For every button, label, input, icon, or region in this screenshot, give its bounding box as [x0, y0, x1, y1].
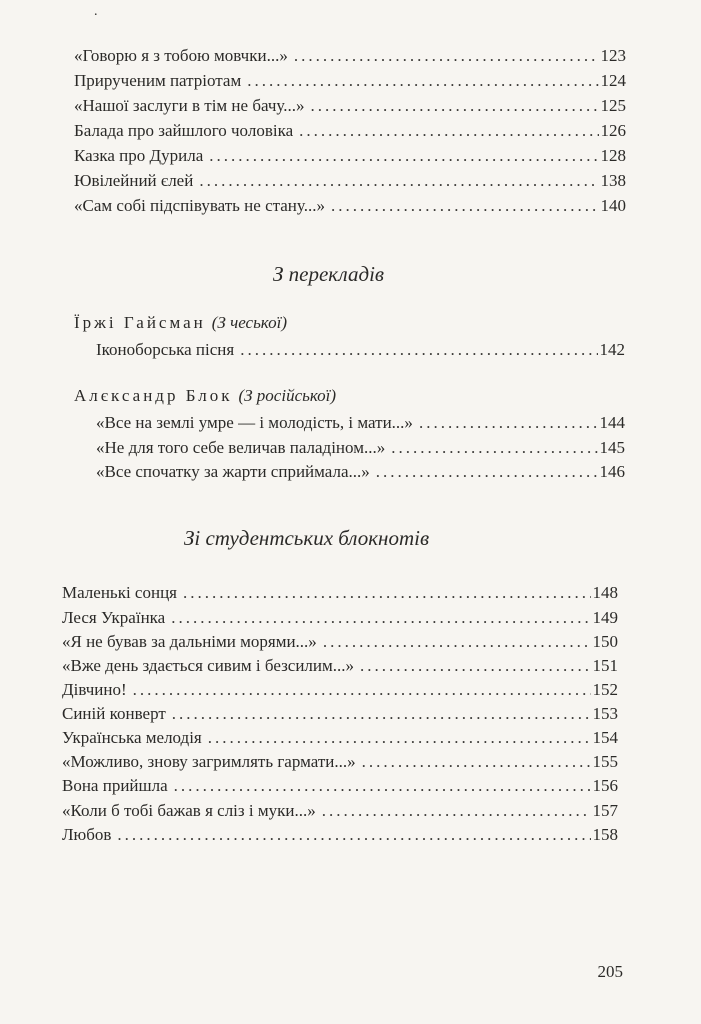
author-heading [74, 384, 336, 408]
leader-dots [133, 678, 591, 702]
leader-dots [240, 338, 597, 362]
leader-dots [419, 411, 598, 435]
entry-title: Синій конверт [62, 704, 166, 723]
leader-dots [360, 654, 590, 678]
leader-dots [183, 581, 591, 605]
entry-page: 125 [600, 96, 626, 115]
leader-dots [362, 750, 591, 774]
author-language: (З російської) [238, 386, 337, 405]
leader-dots [391, 436, 597, 460]
entry-title: «Сам собі підспівувать не стану...» [74, 196, 325, 215]
section-heading-translations: З перекладів [273, 262, 385, 286]
page-number: 205 [597, 962, 623, 981]
toc-entry [62, 581, 618, 605]
entry-title: Леся Українка [62, 608, 166, 627]
entry-title: Маленькі сонця [62, 583, 177, 602]
toc-entry [62, 654, 618, 678]
entry-page: 157 [592, 801, 618, 820]
toc-entry [96, 411, 625, 435]
entry-title: «Нашої заслуги в тім не бачу...» [74, 96, 305, 115]
entry-title: Балада про зайшлого чоловіка [74, 121, 294, 140]
toc-entry [62, 678, 618, 702]
entry-title: «Вже день здається сивим і безсилим...» [62, 656, 355, 675]
entry-title: «Я не бував за дальніми морями...» [62, 632, 317, 651]
leader-dots [208, 726, 591, 750]
entry-page: 150 [592, 632, 618, 651]
entry-page: 142 [599, 340, 625, 359]
leader-dots [294, 44, 599, 68]
entry-page: 154 [592, 728, 618, 747]
entry-title: Іконоборська пісня [96, 340, 235, 359]
entry-page: 138 [600, 171, 626, 190]
toc-entry [74, 94, 626, 118]
toc-entry [62, 774, 618, 798]
leader-dots [310, 94, 598, 118]
entry-page: 155 [592, 752, 618, 771]
entry-page: 124 [600, 71, 626, 90]
leader-dots [299, 119, 598, 143]
entry-title: Дівчино! [62, 680, 127, 699]
toc-entry [96, 338, 625, 362]
toc-entry [96, 460, 625, 484]
entry-page: 156 [592, 776, 618, 795]
entry-page: 128 [600, 146, 626, 165]
toc-entry [62, 799, 618, 823]
entry-title: Прирученим патріотам [74, 71, 242, 90]
section-heading-student-notebooks: Зі студентських блокнотів [184, 526, 430, 550]
entry-title: Казка про Дурила [74, 146, 204, 165]
entry-page: 153 [592, 704, 618, 723]
entry-page: 146 [599, 462, 625, 481]
entry-page: 123 [600, 46, 626, 65]
entry-title: «Можливо, знову загримлять гармати...» [62, 752, 356, 771]
entry-title: «Все спочатку за жарти сприймала...» [96, 462, 370, 481]
entry-page: 145 [599, 438, 625, 457]
entry-page: 158 [592, 825, 618, 844]
entry-page: 151 [592, 656, 618, 675]
entry-title: «Не для того себе величав паладіном...» [96, 438, 386, 457]
toc-entry [74, 69, 626, 93]
author-name: Алєксандр Блок [74, 386, 233, 405]
leader-dots [174, 774, 591, 798]
entry-page: 126 [600, 121, 626, 140]
author-name: Їржі Гайсман [74, 313, 206, 332]
entry-title: «Коли б тобі бажав я сліз і муки...» [62, 801, 316, 820]
toc-entry [96, 436, 625, 460]
entry-title: Ювілейний єлей [74, 171, 194, 190]
entry-title: Українська мелодія [62, 728, 202, 747]
entry-page: 148 [592, 583, 618, 602]
leader-dots [199, 169, 598, 193]
toc-entry [62, 750, 618, 774]
toc-entry [74, 44, 626, 68]
author-language: (З чеської) [211, 313, 287, 332]
entry-page: 149 [592, 608, 618, 627]
leader-dots [171, 606, 590, 630]
toc-entry [74, 169, 626, 193]
toc-entry [62, 702, 618, 726]
entry-title: Любов [62, 825, 112, 844]
leader-dots [209, 144, 598, 168]
top-mark: . [94, 4, 98, 19]
toc-entry [74, 194, 626, 218]
toc-entry [62, 630, 618, 654]
leader-dots [331, 194, 599, 218]
entry-page: 144 [599, 413, 625, 432]
leader-dots [322, 799, 591, 823]
leader-dots [247, 69, 598, 93]
entry-title: «Говорю я з тобою мовчки...» [74, 46, 288, 65]
entry-page: 140 [600, 196, 626, 215]
entry-page: 152 [592, 680, 618, 699]
leader-dots [376, 460, 598, 484]
toc-entry [74, 144, 626, 168]
toc-entry [62, 606, 618, 630]
leader-dots [117, 823, 590, 847]
toc-entry [62, 823, 618, 847]
entry-title: Вона прийшла [62, 776, 168, 795]
toc-entry [74, 119, 626, 143]
leader-dots [172, 702, 591, 726]
toc-entry [62, 726, 618, 750]
leader-dots [323, 630, 591, 654]
author-heading [74, 311, 287, 335]
entry-title: «Все на землі умре — і молодість, і мати...» [96, 413, 413, 432]
